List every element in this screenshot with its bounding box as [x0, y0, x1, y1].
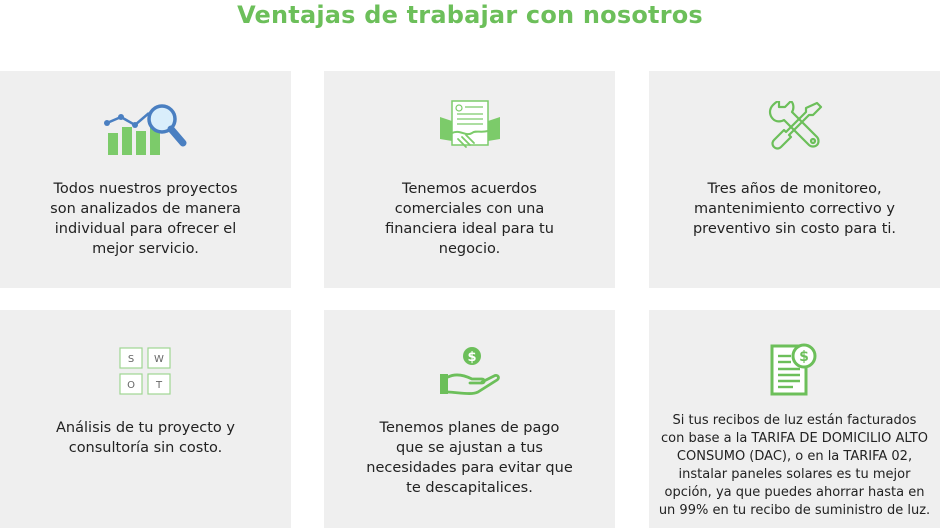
svg-text:$: $	[467, 350, 477, 365]
svg-text:T: T	[155, 380, 163, 391]
card-text: Tenemos acuerdos comerciales con una financiera ideal para tu negocio.	[385, 181, 554, 257]
invoice-dollar-icon	[769, 342, 819, 398]
handshake-contract-icon	[440, 99, 500, 159]
svg-text:O: O	[127, 380, 135, 391]
card-text: Análisis de tu proyecto y consultoría sin costo.	[56, 420, 235, 456]
advantage-card-consulting	[0, 310, 291, 528]
card-text: Si tus recibos de luz están facturados con base a la TARIFA DE DOMICILIO ALTO CONSUMO (DAC), o en la TARIFA 02, instalar paneles solares es tu mejor opción, ya que puedes ahorrar hasta en un 99% en tu recibo de suministro de luz.	[658, 413, 931, 518]
swot-grid-icon	[118, 346, 174, 398]
tools-wrench-screwdriver-icon	[767, 101, 823, 157]
advantage-card-tariff-savings	[649, 310, 940, 528]
svg-text:W: W	[154, 354, 164, 365]
advantage-card-financing	[324, 71, 615, 288]
advantage-card-analysis	[0, 71, 291, 288]
page-title: Ventajas de trabajar con nosotros	[237, 1, 703, 29]
card-text: Todos nuestros proyectos son analizados de manera individual para ofrecer el mejor servicio.	[50, 181, 241, 257]
card-text: Tenemos planes de pago que se ajustan a tus necesidades para evitar que te descapitalices.	[366, 420, 573, 496]
advantage-card-payment-plans	[324, 310, 615, 528]
svg-text:$: $	[799, 349, 809, 365]
advantage-card-maintenance	[649, 71, 940, 288]
card-text: Tres años de monitoreo, mantenimiento correctivo y preventivo sin costo para ti.	[692, 181, 897, 237]
analytics-magnifier-icon	[104, 103, 188, 159]
hand-coin-icon	[438, 346, 502, 398]
svg-text:S: S	[127, 354, 135, 365]
